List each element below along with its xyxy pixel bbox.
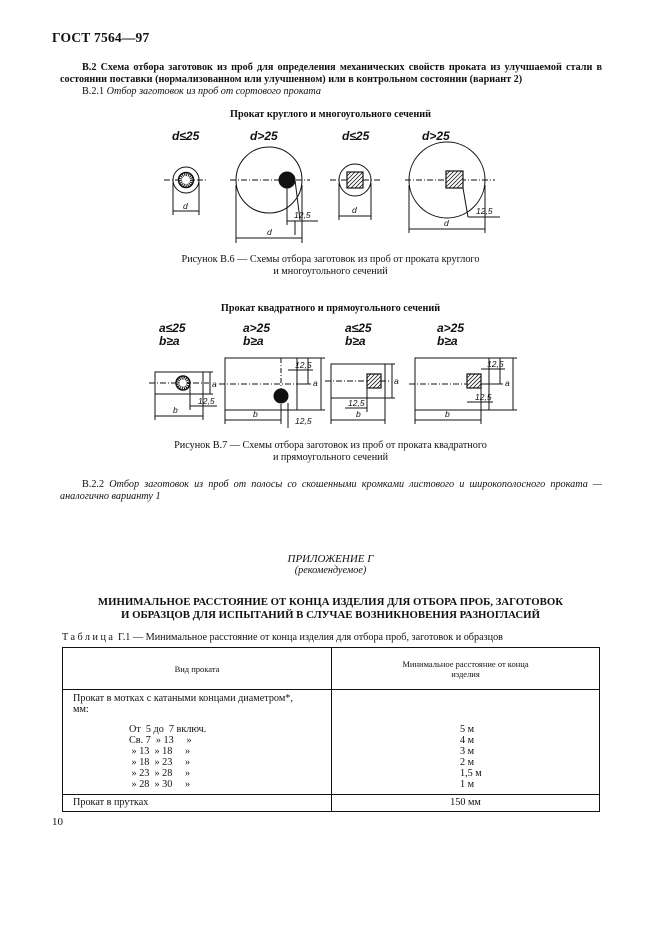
appendix-title: ПРИЛОЖЕНИЕ Г xyxy=(287,553,374,565)
figure-b7-caption-2: и прямоугольного сечений xyxy=(272,452,389,463)
section-b2-number: В.2 xyxy=(82,62,97,73)
figure-b6-dim-d-3: d xyxy=(352,205,357,215)
appendix-heading-1: МИНИМАЛЬНОЕ РАССТОЯНИЕ ОТ КОНЦА ИЗДЕЛИЯ ДЛЯ ОТБОРА ПРОБ, ЗАГОТОВОК xyxy=(97,596,564,608)
table-range-value: 1 м xyxy=(460,779,475,790)
figure-b7-label-top-1: a≤25 xyxy=(159,321,186,335)
figure-b7-dim-a-3: a xyxy=(394,376,399,386)
figure-b6-heading: Прокат круглого и многоугольного сечений xyxy=(230,109,431,120)
figure-b6-dim-offset-1: 12,5 xyxy=(294,210,311,220)
table-header-row xyxy=(63,648,600,690)
figure-b6-caption-1: Рисунок В.6 — Схемы отбора заготовок из проб от проката круглого xyxy=(181,254,480,265)
figure-b7-section-2 xyxy=(219,358,325,428)
figure-b7-dim-offset-3: 12,5 xyxy=(295,416,312,426)
section-b2-text xyxy=(60,62,602,86)
figure-b7-dim-b-3: b xyxy=(356,409,361,419)
figure-b6-dim-d-2: d xyxy=(267,227,272,237)
table-range-label: » 23 » 28 » xyxy=(129,768,191,779)
figure-b7-label-top-4: a>25 xyxy=(437,321,465,335)
table-row-bars xyxy=(63,795,600,812)
table-caption xyxy=(62,632,503,644)
table-range-label: » 13 » 18 » xyxy=(129,746,191,757)
section-b2-body: Схема отбора заготовок из проб для определения механических свойств проката из улучшаемой стали в состоянии поставки (нормализованном или улучшенном) или в контрольном состоянии (вариант 2) xyxy=(60,62,603,85)
appendix-heading-2: И ОБРАЗЦОВ ДЛЯ ИСПЫТАНИЙ В СЛУЧАЕ ВОЗНИКНОВЕНИЯ РАЗНОГЛАСИЙ xyxy=(121,609,540,621)
figure-b7-label-bottom-3: b≥a xyxy=(345,334,366,348)
figure-b7-drawing xyxy=(145,320,525,435)
figure-b7-label-bottom-1: b≥a xyxy=(159,334,180,348)
section-b21 xyxy=(82,86,321,98)
figure-b7-dim-b-1: b xyxy=(173,405,178,415)
figure-b7-dim-offset-1: 12,5 xyxy=(198,396,215,406)
figure-b6-dim-d-4: d xyxy=(444,218,449,228)
figure-b6-caption-2: и многоугольного сечений xyxy=(273,266,388,277)
figure-b7-label-bottom-4: b≥a xyxy=(437,334,458,348)
table-range-value: 5 м xyxy=(460,724,475,735)
figure-b6-label-3: d≤25 xyxy=(342,129,370,143)
section-b22-text: Отбор заготовок из проб от полосы со скошенными кромками листового и широкополосного проката — аналогично варианту 1 xyxy=(60,479,602,502)
table-row-coils-values xyxy=(332,690,600,795)
table-row-bars-label: Прокат в прутках xyxy=(63,795,332,812)
table-range-value: 3 м xyxy=(460,746,475,757)
figure-b6-section-1 xyxy=(164,167,208,215)
table-range-value: 1,5 м xyxy=(460,768,482,779)
page-number: 10 xyxy=(52,816,63,828)
table-header-col1: Вид проката xyxy=(63,648,332,690)
figure-b6-section-2 xyxy=(230,147,318,243)
table-header-col2-line1: Минимальное расстояние от конца xyxy=(402,658,529,669)
figure-b7-dim-offset-5: 12,5 xyxy=(487,359,504,369)
figure-b6-label-1: d≤25 xyxy=(172,129,200,143)
figure-b7-dim-b-4: b xyxy=(445,409,450,419)
appendix-subtitle: (рекомендуемое) xyxy=(294,565,367,576)
section-b22 xyxy=(60,479,602,503)
table-range-value: 4 м xyxy=(460,735,475,746)
figure-b7-section-1 xyxy=(149,372,217,420)
figure-b6-label-4: d>25 xyxy=(422,129,450,143)
figure-b7-caption-1: Рисунок В.7 — Схемы отбора заготовок из проб от проката квадратного xyxy=(174,440,487,451)
figure-b7-label-bottom-2: b≥a xyxy=(243,334,264,348)
table-row-coils-title-1: Прокат в мотках с катаными концами диаметром*, xyxy=(73,693,293,704)
table-row-coils xyxy=(63,690,600,795)
figure-b6-drawing xyxy=(150,125,530,250)
table-row-coils-labels xyxy=(63,690,332,795)
table-header-col2-line2: изделия xyxy=(451,668,480,679)
figure-b7-label-top-2: a>25 xyxy=(243,321,271,335)
table-range-label: » 18 » 23 » xyxy=(129,757,191,768)
figure-b7-dim-a-1: a xyxy=(212,379,217,389)
table-row-bars-value: 150 мм xyxy=(332,795,600,812)
figure-b7-dim-offset-2: 12,5 xyxy=(295,360,312,370)
table-range-label: От 5 до 7 включ. xyxy=(129,724,207,735)
table-row-coils-title-2: мм: xyxy=(73,704,89,715)
figure-b6-label-2: d>25 xyxy=(250,129,278,143)
figure-b6-dim-offset-2: 12,5 xyxy=(476,206,493,216)
figure-b7-heading: Прокат квадратного и прямоугольного сечений xyxy=(220,303,441,314)
figure-b7-label-top-3: a≤25 xyxy=(345,321,372,335)
figure-b7-dim-a-2: a xyxy=(313,378,318,388)
table-caption-text: Г.1 — Минимальное расстояние от конца изделия для отбора проб, заготовок и образцов xyxy=(117,632,503,643)
figure-b6-section-4 xyxy=(405,142,500,233)
table-caption-label: Таблица xyxy=(62,632,116,643)
figure-b7-dim-a-4: a xyxy=(505,378,510,388)
figure-b6-section-3 xyxy=(330,164,382,220)
table-header-col2 xyxy=(332,648,600,690)
figure-b7-dim-offset-4: 12,5 xyxy=(348,398,365,408)
section-b22-number: В.2.2 xyxy=(82,479,105,490)
document-header: ГОСТ 7564—97 xyxy=(52,30,150,45)
figure-b7-section-3 xyxy=(325,364,399,424)
distance-table xyxy=(62,647,600,812)
table-range-label: Св. 7 » 13 » xyxy=(129,735,192,746)
figure-b7-dim-b-2: b xyxy=(253,409,258,419)
section-b21-text: Отбор заготовок из проб от сортового проката xyxy=(106,86,322,97)
figure-b7-section-4 xyxy=(409,358,517,424)
section-b21-number: В.2.1 xyxy=(82,86,105,97)
figure-b7-dim-offset-6: 12,5 xyxy=(475,392,492,402)
figure-b6-dim-d-1: d xyxy=(183,201,188,211)
table-range-value: 2 м xyxy=(460,757,475,768)
table-range-label: » 28 » 30 » xyxy=(129,779,191,790)
